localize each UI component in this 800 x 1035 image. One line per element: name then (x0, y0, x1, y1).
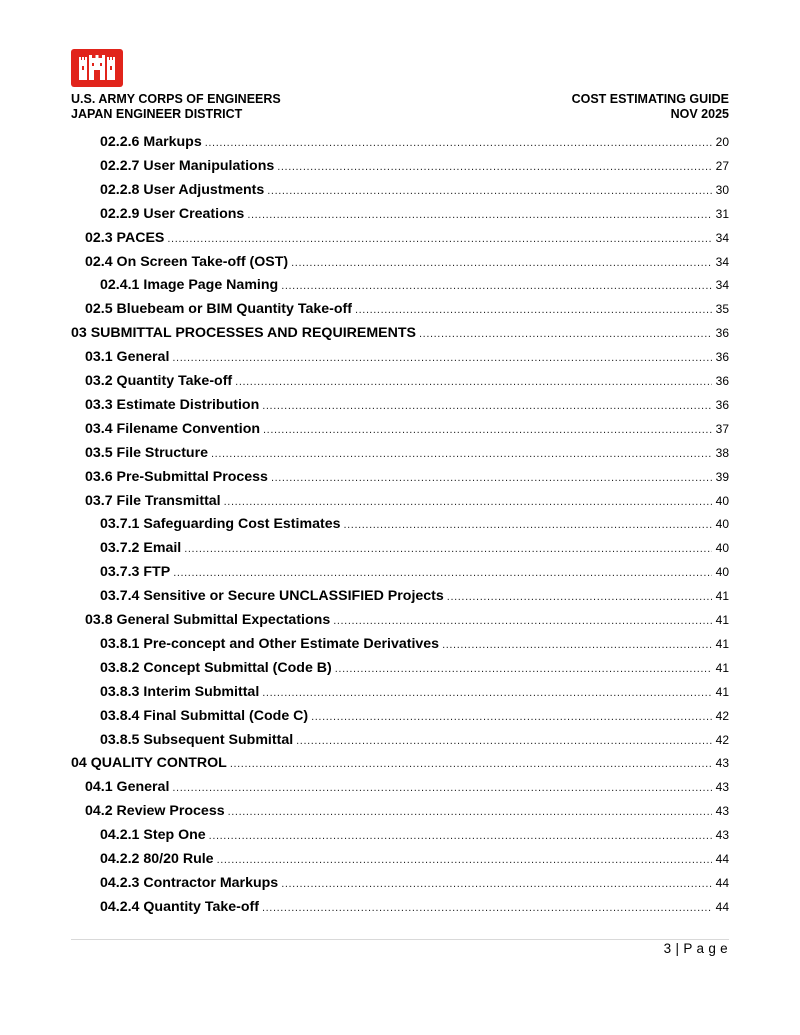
toc-dot-leader (172, 347, 711, 369)
toc-entry[interactable] (100, 585, 729, 607)
toc-dot-leader (217, 849, 712, 871)
toc-entry[interactable] (100, 872, 729, 894)
toc-entry-title: 03.1 General (85, 349, 170, 366)
toc-entry[interactable] (85, 298, 729, 320)
toc-entry-page: 41 (715, 613, 729, 627)
header-org-line-1: U.S. ARMY CORPS OF ENGINEERS (71, 92, 281, 106)
header-document-info (572, 92, 729, 122)
toc-dot-leader (228, 801, 712, 823)
toc-entry-title: 03.2 Quantity Take-off (85, 373, 233, 389)
toc-dot-leader (442, 634, 712, 656)
toc-dot-leader (211, 443, 712, 465)
toc-entry-page: 34 (715, 230, 729, 245)
toc-entry-title: 02.3 PACES (85, 229, 165, 246)
toc-entry[interactable] (85, 346, 729, 368)
toc-entry[interactable] (100, 657, 729, 679)
toc-entry-page: 37 (715, 421, 729, 436)
toc-entry[interactable] (100, 824, 729, 846)
toc-dot-leader (235, 371, 711, 393)
toc-dot-leader (172, 777, 711, 799)
toc-dot-leader (277, 156, 711, 178)
toc-entry[interactable] (100, 633, 729, 655)
toc-entry-page: 43 (715, 804, 729, 819)
toc-entry[interactable] (85, 800, 729, 822)
toc-entry[interactable] (85, 609, 729, 631)
toc-entry-page: 42 (715, 732, 729, 747)
toc-dot-leader (291, 252, 711, 274)
toc-entry-page: 36 (715, 397, 729, 412)
toc-dot-leader (230, 753, 712, 775)
toc-entry[interactable] (85, 776, 729, 798)
toc-dot-leader (262, 395, 711, 417)
toc-dot-leader (262, 682, 711, 704)
toc-entry[interactable] (100, 681, 729, 703)
toc-dot-leader (205, 132, 712, 154)
toc-dot-leader (267, 180, 711, 202)
toc-entry-page: 39 (715, 469, 729, 484)
toc-entry-page: 40 (715, 517, 729, 532)
toc-entry-title: 04.2 Review Process (85, 803, 225, 820)
toc-entry-title: 03.8 General Submittal Expectations (85, 612, 331, 628)
toc-entry[interactable] (85, 394, 729, 416)
toc-entry[interactable] (100, 705, 729, 727)
toc-entry-title: 02.4.1 Image Page Naming (100, 277, 279, 294)
toc-entry-title: 03.6 Pre-Submittal Process (85, 468, 268, 485)
toc-entry-title: 03.4 Filename Convention (85, 420, 261, 437)
toc-entry-title: 02.2.6 Markups (100, 134, 202, 150)
toc-entry[interactable] (71, 752, 729, 774)
toc-entry-page: 35 (715, 302, 729, 317)
toc-entry-page: 41 (715, 636, 729, 651)
toc-dot-leader (173, 562, 711, 584)
toc-entry-page: 36 (715, 350, 729, 365)
toc-entry-title: 03.7.1 Safeguarding Cost Estimates (100, 516, 341, 533)
toc-entry-page: 36 (715, 326, 729, 341)
toc-entry-page: 36 (715, 374, 729, 388)
toc-entry-title: 04.2.4 Quantity Take-off (100, 898, 259, 915)
toc-entry[interactable] (85, 251, 729, 273)
toc-entry-page: 41 (715, 660, 729, 675)
toc-dot-leader (184, 538, 711, 560)
toc-entry[interactable] (85, 227, 729, 249)
toc-entry-page: 40 (715, 541, 729, 556)
toc-entry-page: 44 (715, 852, 729, 866)
toc-entry-title: 04.1 General (85, 779, 170, 796)
toc-dot-leader (296, 730, 711, 752)
toc-dot-leader (281, 873, 711, 895)
header-organization (71, 92, 281, 122)
toc-entry-title: 03.5 File Structure (85, 444, 209, 461)
toc-entry-page: 40 (715, 493, 729, 508)
page-number: 3 | P a g e (663, 941, 728, 956)
header-doc-date: NOV 2025 (670, 107, 729, 121)
toc-dot-leader (224, 491, 712, 513)
toc-entry[interactable] (100, 203, 729, 225)
toc-entry-page: 44 (715, 875, 729, 890)
toc-entry-title: 04.2.1 Step One (100, 827, 206, 844)
toc-dot-leader (419, 323, 712, 345)
toc-dot-leader (262, 897, 712, 919)
toc-entry-title: 02.5 Bluebeam or BIM Quantity Take-off (85, 301, 352, 318)
usace-castle-logo (71, 49, 123, 87)
toc-entry[interactable] (100, 729, 729, 751)
toc-entry-title: 04.2.3 Contractor Markups (100, 874, 279, 891)
toc-entry-page: 27 (715, 158, 729, 173)
toc-entry[interactable] (85, 370, 729, 392)
castle-icon (77, 54, 117, 82)
toc-entry-page: 43 (715, 756, 729, 771)
toc-entry[interactable] (100, 848, 729, 870)
toc-dot-leader (447, 586, 712, 608)
toc-entry[interactable] (100, 896, 729, 918)
toc-dot-leader (335, 658, 712, 680)
toc-entry-page: 20 (715, 135, 729, 149)
toc-entry-title: 02.2.8 User Adjustments (100, 181, 265, 198)
toc-entry-title: 03.3 Estimate Distribution (85, 396, 260, 413)
toc-dot-leader (311, 706, 712, 728)
toc-entry-page: 43 (715, 828, 729, 843)
toc-entry-page: 44 (715, 899, 729, 914)
toc-entry-title: 03.8.1 Pre-concept and Other Estimate Derivatives (100, 635, 440, 652)
toc-entry-title: 03.8.5 Subsequent Submittal (100, 731, 294, 748)
header-doc-title: COST ESTIMATING GUIDE (571, 92, 729, 106)
footer-divider (71, 939, 729, 940)
toc-entry[interactable] (85, 490, 729, 512)
toc-entry-title: 04 QUALITY CONTROL (71, 755, 227, 772)
toc-entry-title: 02.2.7 User Manipulations (100, 157, 275, 174)
toc-dot-leader (209, 825, 712, 847)
toc-entry-title: 03.7.4 Sensitive or Secure UNCLASSIFIED Projects (100, 588, 444, 605)
toc-entry[interactable] (100, 513, 729, 535)
toc-entry-page: 41 (715, 589, 729, 604)
toc-entry-title: 02.4 On Screen Take-off (OST) (85, 253, 289, 270)
toc-entry[interactable] (100, 155, 729, 177)
toc-entry-page: 38 (715, 445, 729, 460)
toc-entry-page: 43 (715, 780, 729, 795)
toc-entry-page: 34 (715, 278, 729, 293)
toc-entry[interactable] (85, 418, 729, 440)
toc-entry[interactable] (100, 274, 729, 296)
toc-dot-leader (281, 275, 711, 297)
toc-dot-leader (247, 204, 711, 226)
toc-entry-title: 03.8.2 Concept Submittal (Code B) (100, 659, 332, 676)
toc-entry-title: 03.7 File Transmittal (85, 492, 221, 509)
toc-entry-page: 30 (715, 182, 729, 197)
toc-dot-leader (333, 610, 711, 632)
toc-dot-leader (271, 467, 712, 489)
toc-entry-title: 03.7.2 Email (100, 540, 182, 557)
toc-dot-leader (167, 228, 711, 250)
toc-entry-title: 03 SUBMITTAL PROCESSES AND REQUIREMENTS (71, 325, 417, 342)
toc-entry-page: 40 (715, 565, 729, 580)
toc-dot-leader (263, 419, 712, 441)
toc-entry-title: 03.8.4 Final Submittal (Code C) (100, 707, 309, 724)
toc-entry[interactable] (71, 322, 729, 344)
toc-entry-page: 42 (715, 708, 729, 723)
toc-entry-title: 02.2.9 User Creations (100, 205, 245, 222)
toc-dot-leader (343, 514, 711, 536)
toc-entry-title: 04.2.2 80/20 Rule (100, 851, 214, 867)
toc-entry[interactable] (100, 561, 729, 583)
toc-entry[interactable] (100, 131, 729, 153)
toc-entry[interactable] (100, 179, 729, 201)
toc-dot-leader (355, 299, 712, 321)
toc-entry[interactable] (85, 442, 729, 464)
toc-entry-title: 03.8.3 Interim Submittal (100, 683, 260, 700)
toc-entry-title: 03.7.3 FTP (100, 564, 171, 581)
toc-entry-page: 31 (715, 206, 729, 221)
header-org-line-2: JAPAN ENGINEER DISTRICT (71, 107, 243, 121)
toc-entry[interactable] (85, 466, 729, 488)
toc-entry-page: 34 (715, 254, 729, 269)
toc-entry[interactable] (100, 537, 729, 559)
toc-entry-page: 41 (715, 684, 729, 699)
